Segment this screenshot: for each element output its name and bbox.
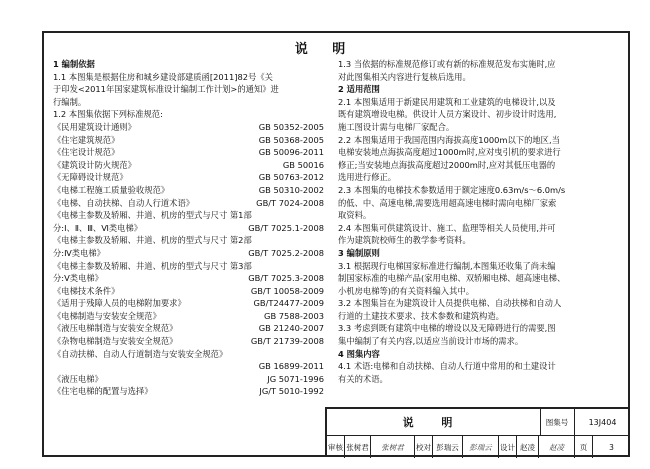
standard-name: 《适用于残障人员的电梯附加要求》 [53,298,186,309]
standard-code: GB 50352-2005 [258,121,324,132]
text-line: 选用进行修正。 [338,172,397,183]
right-text [338,58,618,385]
checker-signature: 彭瑞云 [463,436,499,458]
standard-code: GB/T24477-2009 [253,298,324,309]
check-label: 校对 [415,436,433,458]
text-line: 施工图设计需与电梯厂家配合。 [338,121,455,132]
standard-code: GB/T 7025.2-2008 [248,247,324,258]
designer-signature: 赵凌 [539,436,575,458]
standard-item [53,285,324,298]
atlas-number-label: 图集号 [540,409,575,435]
standard-code: GB 50310-2002 [258,184,324,195]
standard-name: 《电梯主参数及轿厢、井道、机房的型式与尺寸 第2部 [53,235,252,246]
text-line: 有关的术语。 [338,373,388,384]
standard-code: GB 50763-2012 [258,172,324,183]
standard-item [53,121,324,134]
standard-code: JG/T 5010-1992 [259,386,324,397]
standard-name: 分:Ⅳ类电梯》 [53,247,105,258]
design-label: 设计 [499,436,517,458]
reviewer-signature: 张树君 [371,436,415,458]
left-intro [53,58,324,121]
section-heading: 4 图集内容 [338,348,380,359]
text-line: 3.3 考虑到既有建筑中电梯的增设以及无障碍进行的需要,图 [338,323,556,334]
review-label: 审核 [327,436,345,458]
standard-name: 《住宅设计规范》 [53,147,120,158]
text-line: 3.1 根据现行电梯国家标准进行编制,本图集还收集了尚未编 [338,260,556,271]
text-line: 2.1 本图集适用于新建民用建筑和工业建筑的电梯设计,以及 [338,96,556,107]
standard-item [53,222,324,235]
standard-name: 《无障碍设计规范》 [53,172,128,183]
title-block [325,407,630,457]
standard-name: 《电梯工程施工质量验收规范》 [53,184,170,195]
title-block-row-1 [327,409,630,436]
standard-item [53,146,324,159]
standard-code: GB 7588-2003 [264,310,324,321]
text-line: 制国家标准的电梯产品(家用电梯、双轿厢电梯、超高速电梯、 [338,273,566,284]
page-number: 3 [609,442,614,452]
standard-item [53,297,324,310]
standard-name: 分:Ⅴ类电梯》 [53,273,103,284]
text-line: 2.4 本图集可供建筑设计、施工、监理等相关人员使用,并可 [338,222,556,233]
left-column [53,58,324,398]
standard-name: 分:Ⅰ、Ⅱ、Ⅲ、Ⅵ类电梯》 [53,222,143,233]
standard-item [53,348,324,361]
standard-name: 《民用建筑设计通则》 [53,121,136,132]
standard-code: GB/T 7024-2008 [256,197,324,208]
standard-code: GB 50016 [282,159,324,170]
standard-name: 《电梯、自动扶梯、自动人行道术语》 [53,197,195,208]
standard-code: GB/T 7025.1-2008 [248,222,324,233]
standard-code: GB 16899-2011 [258,361,324,372]
text-line: 1.1 本图集是根据住房和城乡建设部建质函[2011]82号《关 [53,71,273,82]
standard-name: 《住宅电梯的配置与选择》 [53,386,153,397]
standard-name: 《液压电梯》 [53,373,103,384]
standard-item [53,209,324,222]
standard-name: 《液压电梯制造与安装安全规范》 [53,323,178,334]
text-line: 的低、中、高速电梯,需要选用超高速电梯时需向电梯厂家索 [338,197,557,208]
standard-item [53,159,324,172]
text-line: 集中编制了有关内容,以适应当前设计市场的需求。 [338,336,524,347]
standard-code: JG 5071-1996 [267,373,324,384]
section-heading: 1 编制依据 [53,59,95,69]
standard-item [53,335,324,348]
standard-item [53,234,324,247]
standard-item [53,373,324,386]
text-line: 行编制。 [53,96,87,107]
text-line: 1.3 当依据的标准规范修订或有新的标准规范发布实施时,应 [338,59,556,69]
text-line: 行道的土建技术要求、技术参数和建筑构造。 [338,310,504,321]
standard-item [53,310,324,323]
standard-item [53,360,324,373]
section-heading: 3 编制原则 [338,247,380,258]
standard-item [53,134,324,147]
standard-item [53,322,324,335]
standard-name: 《电梯主参数及轿厢、井道、机房的型式与尺寸 第3部 [53,260,252,271]
text-line: 2.3 本图集的电梯技术参数适用于额定速度0.63m/s～6.0m/s [338,184,566,195]
standard-name: 《电梯主参数及轿厢、井道、机房的型式与尺寸 第1部 [53,210,252,221]
right-column [338,58,618,385]
text-line: 对此图集相关内容进行复核后选用。 [338,71,471,82]
reviewer-name: 张树君 [345,436,371,458]
standard-code: GB 50368-2005 [258,134,324,145]
standard-name: 《杂物电梯制造与安装安全规范》 [53,336,178,347]
standard-item [53,260,324,273]
designer-name: 赵凌 [517,436,539,458]
standard-item [53,184,324,197]
standard-item [53,197,324,210]
text-line: 修正;当安装地点海拔高度超过2000m时,应对其低压电器的 [338,159,556,170]
checker-name: 彭瑞云 [433,436,463,458]
standard-name: 《住宅建筑规范》 [53,134,120,145]
standards-list [53,121,324,398]
title-block-name: 说 明 [327,409,541,435]
standard-name: 《自动扶梯、自动人行道制造与安装安全规范》 [53,348,228,359]
text-line: 小机房电梯等)的有关资料编入其中。 [338,285,474,296]
page-title: 说 明 [294,42,356,57]
text-line: 3.2 本图集旨在为建筑设计人员提供电梯、自动扶梯和自动人 [338,298,562,309]
standard-item [53,385,324,398]
text-line: 取资料。 [338,210,372,221]
text-line: 2.2 本图集适用于我国范围内海拔高度1000m以下的地区,当 [338,134,560,145]
text-line: 既有建筑增设电梯。供设计人员方案设计、初步设计时选用, [338,109,557,120]
title-block-row-2 [327,436,630,458]
standard-item [53,272,324,285]
standard-name: 《电梯技术条件》 [53,285,120,296]
atlas-number: 13J404 [588,417,617,427]
text-line: 作为建筑院校师生的教学参考资料。 [338,235,471,246]
standard-code: GB/T 7025.3-2008 [248,273,324,284]
standard-name: 《电梯制造与安装安全规范》 [53,310,161,321]
standard-name: 《建筑设计防火规范》 [53,159,136,170]
standard-code: GB 21240-2007 [258,323,324,334]
text-line: 于印发<2011年国家建筑标准设计编制工作计划>的通知》进 [53,84,279,95]
standard-code: GB 50096-2011 [258,147,324,158]
standard-item [53,247,324,260]
section-heading: 2 适用范围 [338,84,380,95]
standard-code: GB/T 21739-2008 [250,336,324,347]
page-label: 页 [575,436,593,458]
text-line: 电梯安装地点海拔高度超过1000m时,应对曳引机的要求进行 [338,147,561,158]
standard-item [53,171,324,184]
text-line: 4.1 术语:电梯和自动扶梯、自动人行道中常用的和土建设计 [338,361,556,372]
standard-code: GB/T 10058-2009 [250,285,324,296]
text-line: 1.2 本图集依据下列标准规范: [53,109,163,120]
